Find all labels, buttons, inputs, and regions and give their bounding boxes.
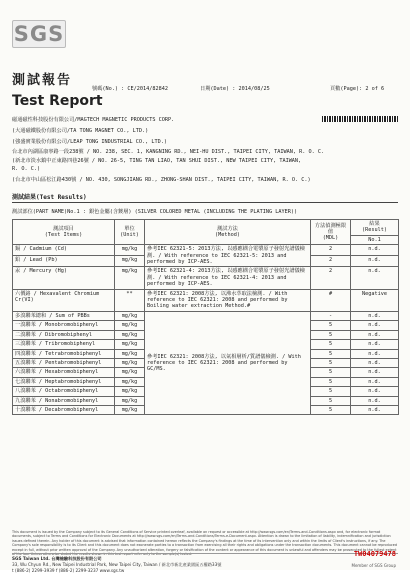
- row-result: n.d.: [351, 245, 399, 256]
- client-line-7: (台北市中山區松江路430號 / NO. 430, SONGJIANG RD., ZHONG-SHAN DIST., TAIPEI CITY, TAIWAN, R. O. C.): [12, 177, 311, 183]
- company-address: 33, Wu Chyun Rd., New Taipei Industrial Park, New Taipei City, Taiwan / 新北市新北產業園區五權路33號: [12, 562, 222, 567]
- row-mdl: 5: [311, 368, 351, 377]
- row-item: 七溴聯苯 / Heptabromobiphenyl: [13, 377, 115, 386]
- results-table: [12, 219, 399, 415]
- row-method: 參考IEC 62321: 2008方法, 以氣相層析/質譜儀檢測. / With reference to IEC 62321: 2008 and performed by GC/MS.: [145, 311, 311, 414]
- client-line-2: (大通磁鐵股份有限公司/TA TONG MAGNET CO., LTD.): [12, 128, 149, 134]
- header-item: 測試項目 (Test Items): [13, 220, 115, 245]
- report-date-label: 日期(Date) :: [200, 86, 236, 92]
- row-unit: mg/kg: [115, 377, 145, 386]
- row-item: 四溴聯苯 / Tetrabromobiphenyl: [13, 349, 115, 358]
- row-item: 多溴聯苯總和 / Sum of PBBs: [13, 311, 115, 320]
- client-line-5: (新北市淡水鎮中正東路四巷26號 / NO. 26-5, TING TAN LIAO, TAN SHUI DIST., NEW TAIPEI CITY, TAIWAN,: [12, 158, 302, 164]
- row-unit: mg/kg: [115, 330, 145, 339]
- section-title: 測試結果(Test Results): [12, 194, 87, 201]
- header-result: 結果 (Result): [351, 220, 399, 236]
- row-item: 鉛 / Lead (Pb): [13, 256, 115, 267]
- row-mdl: 2: [311, 267, 351, 289]
- header-method: 測試方法 (Method): [145, 220, 311, 245]
- row-unit: mg/kg: [115, 405, 145, 414]
- row-mdl: 5: [311, 321, 351, 330]
- row-result: n.d.: [351, 349, 399, 358]
- company-contact: [12, 550, 398, 573]
- part-label: 測試部位(PART NAME)No.1: [12, 209, 80, 215]
- row-result: n.d.: [351, 256, 399, 267]
- row-item: 九溴聯苯 / Nonabromobiphenyl: [13, 396, 115, 405]
- row-mdl: 2: [311, 245, 351, 256]
- client-line-3: (強盛實業股份有限公司/LEAP TONG INDUSTRIAL CO., LTD.): [12, 139, 167, 145]
- row-mdl: -: [311, 311, 351, 320]
- section-divider: [12, 202, 398, 203]
- row-item: 六溴聯苯 / Hexabromobiphenyl: [13, 368, 115, 377]
- row-unit: mg/kg: [115, 267, 145, 289]
- sgs-logo: SGS: [13, 22, 65, 46]
- report-title-cn: 測試報告: [12, 73, 73, 88]
- header-result-no: No.1: [351, 235, 399, 244]
- header-unit: 單位 (Unit): [115, 220, 145, 245]
- tracking-code: TW04079478: [353, 550, 396, 558]
- part-name: [12, 208, 297, 215]
- row-mdl: 5: [311, 330, 351, 339]
- table-row: [13, 245, 399, 256]
- row-result: n.d.: [351, 387, 399, 396]
- row-mdl: 5: [311, 405, 351, 414]
- report-page-number: 頁數(Page): 2 of 6: [330, 86, 385, 92]
- row-mdl: 5: [311, 396, 351, 405]
- row-item: 八溴聯苯 / Octabromobiphenyl: [13, 387, 115, 396]
- row-result: n.d.: [351, 321, 399, 330]
- row-unit: **: [115, 289, 145, 311]
- row-result: n.d.: [351, 340, 399, 349]
- row-item: 三溴聯苯 / Tribromobiphenyl: [13, 340, 115, 349]
- row-unit: mg/kg: [115, 321, 145, 330]
- row-method: 參考IEC 62321-5: 2013方法, 以感應耦合電漿原子發射光譜儀檢測. / With reference to IEC 62321-5: 2013 and performed by ICP-AES.: [145, 245, 311, 267]
- row-item: 二溴聯苯 / Dibromobiphenyl: [13, 330, 115, 339]
- client-line-1: 磁通磁性科技股份有限公司/MAGTECH MAGNETIC PRODUCTS CORP.: [12, 117, 175, 123]
- row-item: 一溴聯苯 / Monobromobiphenyl: [13, 321, 115, 330]
- row-unit: mg/kg: [115, 349, 145, 358]
- row-result: n.d.: [351, 405, 399, 414]
- row-unit: mg/kg: [115, 358, 145, 367]
- row-item: 六價鉻 / Hexavalent Chromium Cr(VI): [13, 289, 115, 311]
- member-note: Member of SGS Group: [351, 563, 396, 568]
- row-mdl: 5: [311, 387, 351, 396]
- row-unit: mg/kg: [115, 396, 145, 405]
- row-mdl: 5: [311, 340, 351, 349]
- row-unit: mg/kg: [115, 256, 145, 267]
- row-result: Negative: [351, 289, 399, 311]
- row-mdl: #: [311, 289, 351, 311]
- table-header-row: [13, 220, 399, 236]
- header-mdl: 方法偵測極限值 (MDL): [311, 220, 351, 245]
- report-date-value: 2014/08/25: [238, 86, 270, 92]
- row-unit: mg/kg: [115, 340, 145, 349]
- row-result: n.d.: [351, 377, 399, 386]
- part-description: : 銀色金屬(含鍍層) (SILVER COLORED METAL (INCLUDING THE PLATING LAYER)): [82, 209, 298, 215]
- row-mdl: 5: [311, 349, 351, 358]
- row-method: 參考IEC 62321-4: 2013方法, 以感應耦合電漿原子發射光譜儀檢測. / With reference to IEC 62321-4: 2013 and performed by ICP-AES.: [145, 267, 311, 289]
- report-number-value: CE/2014/82842: [127, 86, 168, 92]
- row-unit: mg/kg: [115, 311, 145, 320]
- row-result: n.d.: [351, 368, 399, 377]
- report-title-en: Test Report: [12, 93, 103, 109]
- row-item: 五溴聯苯 / Pentabromobiphenyl: [13, 358, 115, 367]
- row-mdl: 2: [311, 256, 351, 267]
- row-mdl: 5: [311, 377, 351, 386]
- table-row: [13, 311, 399, 320]
- row-unit: mg/kg: [115, 387, 145, 396]
- row-unit: mg/kg: [115, 368, 145, 377]
- row-result: n.d.: [351, 267, 399, 289]
- row-result: n.d.: [351, 330, 399, 339]
- row-item: 鎘 / Cadmium (Cd): [13, 245, 115, 256]
- row-item: 汞 / Mercury (Hg): [13, 267, 115, 289]
- row-method: 參考IEC 62321: 2008方法, 以沸水萃取法檢測. / With reference to IEC 62321: 2008 and performed by Boiling water extraction Method.#: [145, 289, 311, 311]
- table-row: [13, 289, 399, 311]
- row-item: 十溴聯苯 / Decabromobiphenyl: [13, 405, 115, 414]
- report-date: [200, 85, 270, 92]
- row-result: n.d.: [351, 358, 399, 367]
- row-unit: mg/kg: [115, 245, 145, 256]
- client-line-4: 台北市內湖區康寧路一段238號 / NO. 238, SEC. 1, KANGNING RD., NEI-HU DIST., TAIPEI CITY, TAIWAN, R. O. C.: [12, 149, 325, 155]
- row-result: n.d.: [351, 311, 399, 320]
- company-name: SGS Taiwan Ltd. 台灣檢驗科技股份有限公司: [12, 556, 102, 561]
- legal-disclaimer: This document is issued by the Company subject to its General Conditions of Service printed overleaf, available on request or accessible at http://www.sgs.com/en/Terms-and-Conditions.aspx and, for electronic format documents, subject to Terms and Conditions for Electronic Documents at http://www.sgs.com/en/Terms-and-Conditions/Terms-e-Document.aspx. Attention is drawn to the limitation of liability, indemnification and jurisdiction issues defined therein. Any holder of this document is advised that information contained hereon reflects the Company's findings at the time of its intervention only and within the limits of Client's instructions, if any. The Company's sole responsibility is to its Client and this document does not exonerate parties to a transaction from exercising all their rights and obligations under the transaction documents. This document cannot be reproduced except in full, without prior written approval of the Company. Any unauthorized alteration, forgery or falsification of the content or appearance of this document is unlawful and offenders may be prosecuted to the fullest extent of the law. Unless otherwise stated the results shown in this test report refer only to the sample(s) tested.: [12, 530, 398, 557]
- client-line-6: R. O. C.): [12, 166, 41, 172]
- report-number: [92, 85, 168, 92]
- barcode: [322, 116, 398, 122]
- table-row: [13, 267, 399, 289]
- report-number-label: 號碼(No.) :: [92, 86, 125, 92]
- company-phone: t (886-2) 2299-3939 f (886-2) 2299-3237 www.sgs.tw: [12, 568, 125, 573]
- row-mdl: 5: [311, 358, 351, 367]
- row-result: n.d.: [351, 396, 399, 405]
